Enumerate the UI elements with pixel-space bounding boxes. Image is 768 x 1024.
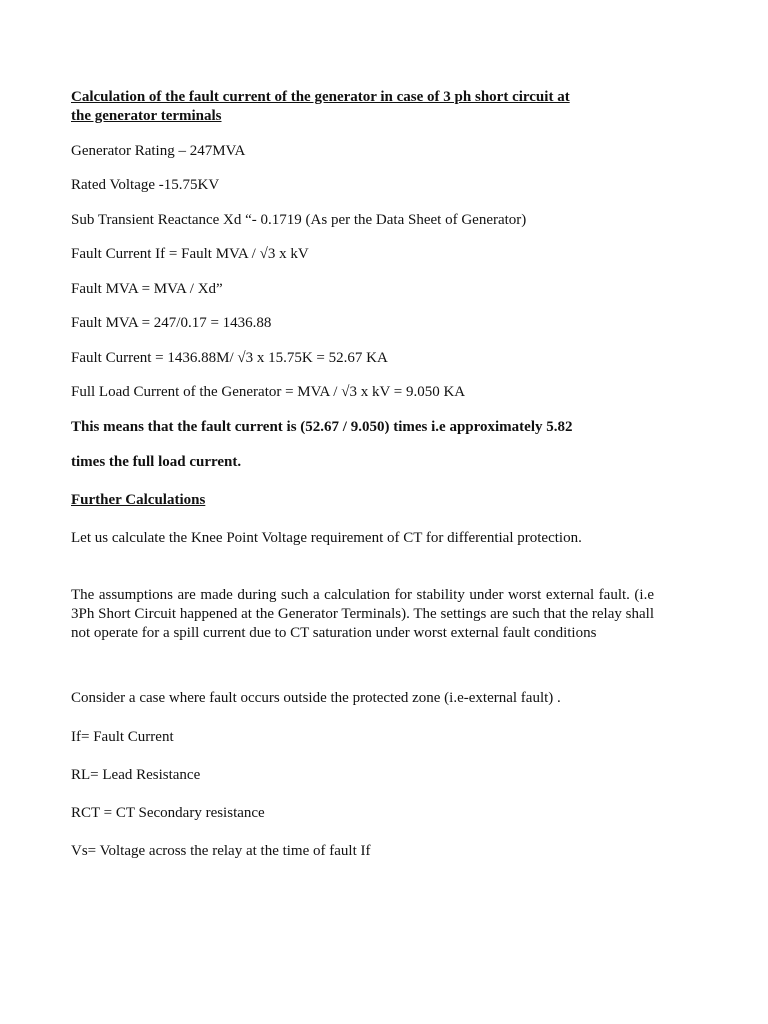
definition-lead-resistance: RL= Lead Resistance [71,767,201,783]
fault-mva-formula-line: Fault MVA = MVA / Xd” [71,281,223,297]
subtransient-reactance-line: Sub Transient Reactance Xd “- 0.1719 (As per the Data Sheet of Generator) [71,212,527,228]
conclusion-line-1: This means that the fault current is (52.67 / 9.050) times i.e approximately 5.82 [71,419,573,435]
fault-mva-value-line: Fault MVA = 247/0.17 = 1436.88 [71,315,272,331]
full-load-current-line: Full Load Current of the Generator = MVA / √3 x kV = 9.050 KA [71,384,466,400]
conclusion-line-2: times the full load current. [71,454,242,470]
fault-current-value-line: Fault Current = 1436.88M/ √3 x 15.75K = 52.67 KA [71,350,388,366]
definition-fault-current: If= Fault Current [71,729,174,745]
paragraph-knee-point [71,529,654,548]
definition-relay-voltage: Vs= Voltage across the relay at the time of fault If [71,843,371,859]
paragraph-assumptions [71,586,654,643]
rated-voltage-line: Rated Voltage -15.75KV [71,177,220,193]
fault-current-formula-line: Fault Current If = Fault MVA / √3 x kV [71,246,309,262]
definition-ct-secondary-resistance: RCT = CT Secondary resistance [71,805,265,821]
section-heading-further-calculations: Further Calculations [71,492,206,508]
consider-case-line: Consider a case where fault occurs outside the protected zone (i.e-external fault) . [71,690,561,706]
document-title-line-1: Calculation of the fault current of the generator in case of 3 ph short circuit at [71,89,570,105]
paragraph-assumptions-text: The assumptions are made during such a calculation for stability under worst external fault. (i.e 3Ph Short Circuit happened at the Generator Terminals). The settings are such that the relay shall not operate for a spill current due to CT saturation under worst external fault conditions [71,587,654,641]
generator-rating-line: Generator Rating – 247MVA [71,143,246,159]
paragraph-knee-point-text: Let us calculate the Knee Point Voltage requirement of CT for differential protection. [71,530,582,546]
document-title-line-2: the generator terminals [71,108,222,124]
